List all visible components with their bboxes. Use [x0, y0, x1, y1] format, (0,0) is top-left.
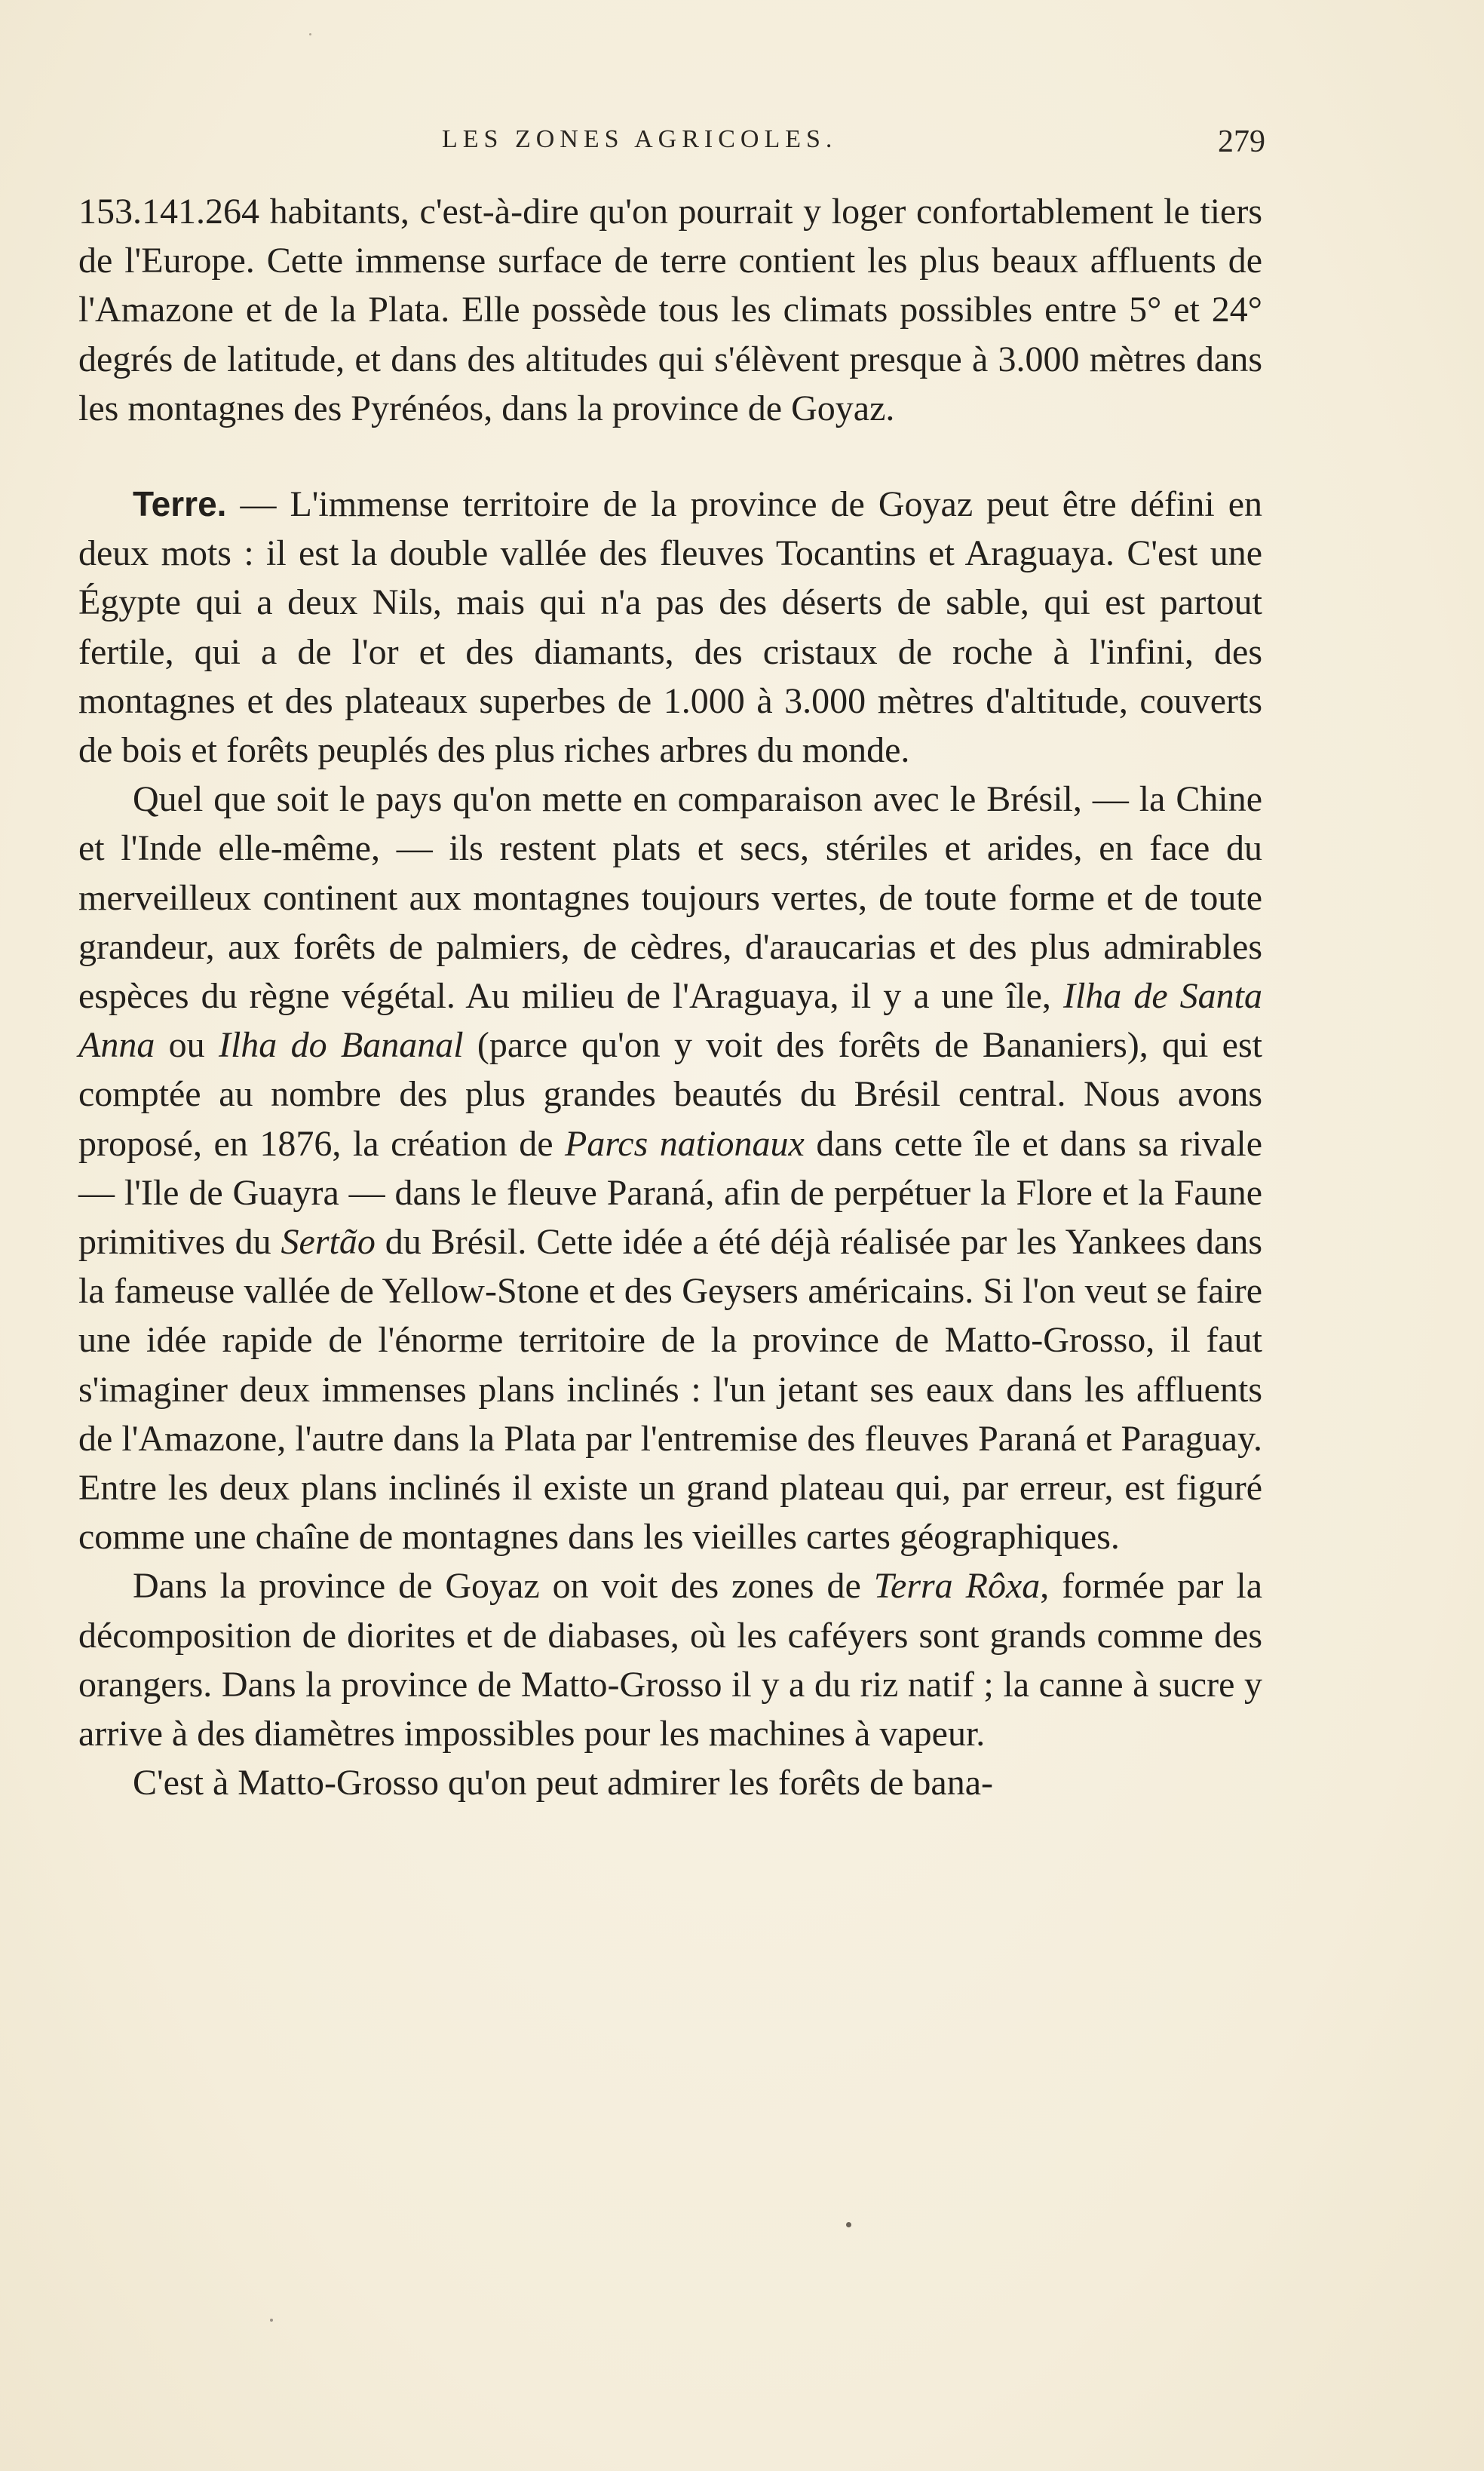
running-title: LES ZONES AGRICOLES.: [442, 125, 838, 153]
paragraph-3-text-1: Quel que soit le pays qu'on mette en comparaison avec le Brésil, — la Chine et l'Inde elle-même, — ils restent plats et secs, stériles et arides, en face du merveilleux continent aux montagnes toujours vertes, de toute forme et de toute grandeur, aux forêts de palmiers, de cèdres, d'araucarias et des plus admirables espèces du règne végétal. Au milieu de l'Araguaya, il y a une île,: [78, 779, 1262, 1017]
paragraph-3-italic-2: Ilha do Bananal: [218, 1025, 464, 1066]
paragraph-4: [78, 1561, 1262, 1758]
section-heading-terre: Terre.: [133, 484, 227, 524]
paragraph-4-text-2: , formée par la décomposition de diorites et de diabases, où les caféyers sont grands comme des orangers. Dans la province de Matto-Grosso il y a du riz natif ; la canne à sucre y arrive à des diamètres impossibles pour les machines à vapeur.: [78, 1566, 1263, 1754]
paragraph-3: [78, 775, 1262, 1561]
paragraph-3-text-4: dans cette île et dans sa rivale — l'Ile de Guayra — dans le fleuve Paraná, afin de perpétuer la Flore et la Faune primitives du: [78, 1123, 1263, 1263]
ink-speck: [309, 33, 311, 35]
paragraph-3-text-2: ou: [155, 1025, 219, 1066]
paragraph-3-text-3: (parce qu'on y voit des forêts de Bananiers), qui est comptée au nombre des plus grandes beautés du Brésil central. Nous avons proposé, en 1876, la création de: [78, 1025, 1263, 1164]
paragraph-2: [78, 480, 1262, 775]
paragraph-4-text-1: Dans la province de Goyaz on voit des zones de: [133, 1566, 874, 1607]
paragraph-1: [78, 187, 1262, 433]
paragraph-3-italic-4: Sertão: [281, 1222, 376, 1263]
paragraph-3-italic-3: Parcs nationaux: [565, 1123, 805, 1164]
page-header: [81, 119, 1265, 164]
paragraph-2-text: — L'immense territoire de la province de Goyaz peut être défini en deux mots : il est la double vallée des fleuves Tocantins et Araguaya. C'est une Égypte qui a deux Nils, mais qui n'a pas des déserts de sable, qui est partout fertile, qui a de l'or et des diamants, des cristaux de roche à l'infini, des montagnes et des plateaux superbes de 1.000 à 3.000 mètres d'altitude, couverts de bois et forêts peuplés des plus riches arbres du monde.: [78, 484, 1262, 771]
page-number: 279: [1218, 124, 1265, 159]
paragraph-3-italic-1: Ilha de Santa Anna: [78, 976, 1262, 1066]
paragraph-5: [78, 1758, 1262, 1807]
paragraph-5-text: C'est à Matto-Grosso qu'on peut admirer les forêts de bana-: [133, 1763, 993, 1803]
paragraph-3-text-5: du Brésil. Cette idée a été déjà réalisée par les Yankees dans la fameuse vallée de Yellow-Stone et des Geysers américains. Si l'on veut se faire une idée rapide de l'énorme territoire de la province de Matto-Grosso, il faut s'imaginer deux immenses plans inclinés : l'un jetant ses eaux dans les affluents de l'Amazone, l'autre dans la Plata par l'entremise des fleuves Paraná et Paraguay. Entre les deux plans inclinés il existe un grand plateau qui, par erreur, est figuré comme une chaîne de montagnes dans les vieilles cartes géographiques.: [78, 1222, 1262, 1558]
paragraph-1-text: 153.141.264 habitants, c'est-à-dire qu'on pourrait y loger confortablement le tiers de l'Europe. Cette immense surface de terre contient les plus beaux affluents de l'Amazone et de la Plata. Elle possède tous les climats possibles entre 5° et 24° degrés de latitude, et dans des altitudes qui s'élèvent presque à 3.000 mètres dans les montagnes des Pyrénéos, dans la province de Goyaz.: [78, 192, 1262, 428]
body-text: [78, 187, 1262, 1808]
paragraph-4-italic-1: Terra Rôxa: [873, 1566, 1041, 1607]
ink-speck: [846, 2222, 851, 2227]
ink-speck: [270, 2319, 273, 2322]
